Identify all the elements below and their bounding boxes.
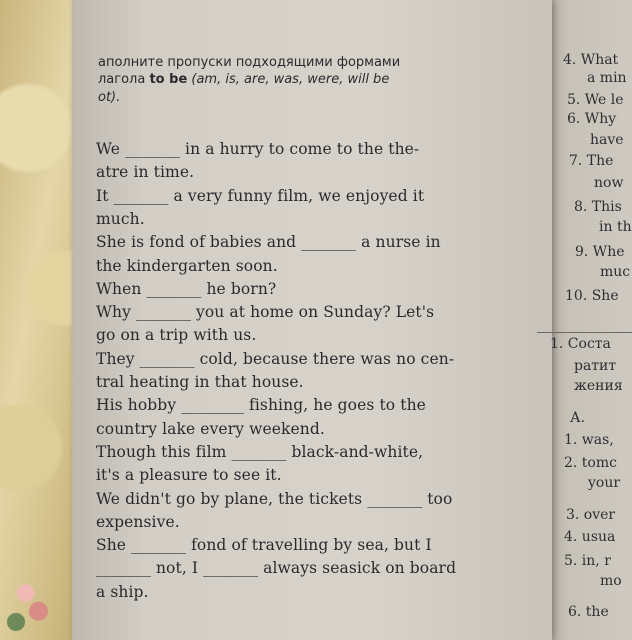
exercise-line: We _______ in a hurry to come to the the- [96,140,420,158]
instruction-line-3 [98,90,120,105]
right-page-line: 8. This [574,199,622,215]
exercise-line: much. [96,209,145,228]
section-divider [537,332,632,333]
flower-pattern [0,568,64,640]
right-page-line: 9. Whe [575,244,625,260]
right-page-line: 5. in, r [564,553,611,569]
exercise-line: it's a pleasure to see it. [96,466,282,485]
right-page-line: 2. tomc [564,455,617,471]
exercise-line: country lake every weekend. [96,419,325,438]
right-page-line: жения [574,378,623,394]
right-page-line: 10. She [565,288,619,304]
right-page-line: 4. usua [564,529,616,545]
right-page-line: 6. Why [567,111,617,127]
right-page-line: 5. We le [567,92,624,108]
right-page-line: ратит [574,358,617,374]
right-page-line: 7. The [569,153,614,169]
exercise-line: His hobby ________ fishing, he goes to the [96,396,426,415]
exercise-line: atre in time. [96,163,195,182]
right-page-line: А. [570,410,586,426]
exercise-line: She is fond of babies and _______ a nurse in [96,233,441,252]
exercise-line: It _______ a very funny film, we enjoyed it [96,186,425,205]
exercise-line: When _______ he born? [96,279,277,298]
instruction-verb: to be [149,72,188,87]
exercise-line: Though this film _______ black-and-white, [96,442,424,461]
instruction-line-2 [98,72,389,87]
exercise-line: We didn't go by plane, the tickets _______ too [96,489,453,508]
right-page-line: 1. was, [564,432,614,448]
right-page-line: 1. Соста [550,336,611,352]
exercise-line: She _______ fond of travelling by sea, but I [96,536,432,555]
right-page-line: muc [600,264,631,280]
exercise-line: a ship. [96,582,149,601]
right-page-line: now [594,175,624,191]
exercise-line: go on a trip with us. [96,326,257,345]
right-page-line: mo [600,573,622,589]
exercise-line: They _______ cold, because there was no cen- [96,349,455,368]
exercise-line: tral heating in that house. [96,373,304,391]
exercise-line: Why _______ you at home on Sunday? Let's [96,303,435,322]
instruction-forms: (am, is, are, was, were, will be [187,72,390,87]
right-page-line: have [590,132,624,148]
right-page-line: in th [599,219,632,235]
right-page-line: 4. What [563,52,619,68]
exercise-line: the kindergarten soon. [96,256,278,275]
exercise-line: expensive. [96,512,180,531]
instruction-line-3-text: ot). [98,90,121,105]
right-page-line: a min [587,70,627,86]
instruction-line-2-prefix: лагола [98,72,150,87]
exercise-line: _______ not, I _______ always seasick on board [96,559,457,578]
right-page-line: 6. the [568,604,609,620]
right-page-line: 3. over [566,507,616,523]
instruction-line-1: аполните пропуски подходящими формами [98,55,401,70]
right-page-line: your [588,475,621,491]
